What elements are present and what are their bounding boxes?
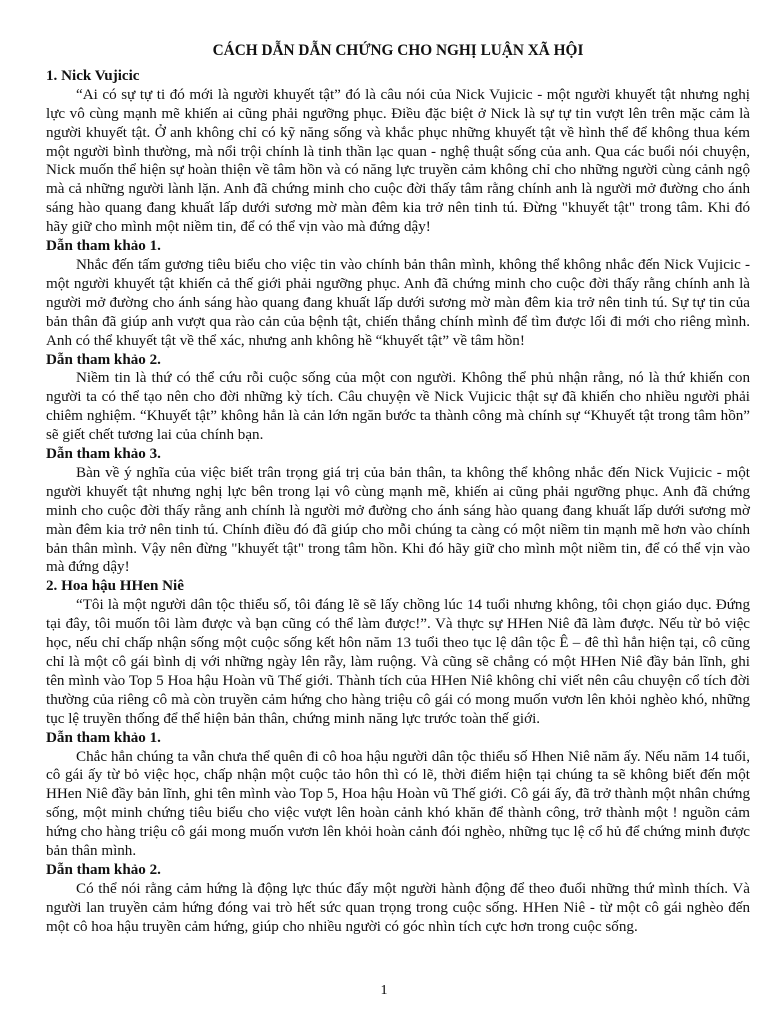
reference-heading: Dẫn tham khảo 2.	[46, 351, 161, 368]
section-heading: 2. Hoa hậu HHen Niê	[46, 578, 184, 595]
reference-paragraph: Nhắc đến tấm gương tiêu biểu cho việc tin vào chính bản thân mình, không thể không nhắc đến Nick Vujicic - một người khuyết tật khiến cả thế giới phải ngưỡng phục. Anh đã chứng minh cho cuộc đời thấy rằng chính anh là người mở đường cho ánh sáng hào quang đang khuất lấp dưới sương mờ màn đêm kia trở nên tinh tú. Sự tự tin của bản thân đã giúp anh vượt qua rào cản của bệnh tật, chiến thắng chính mình để tìm được lối đi mới cho riêng mình. Anh có thể khuyết tật về thể xác, nhưng anh không hề “khuyết tật” về tâm hồn!	[46, 256, 750, 349]
section-intro-paragraph: “Tôi là một người dân tộc thiểu số, tôi đáng lẽ sẽ lấy chồng lúc 14 tuổi nhưng không, tôi chọn giáo dục. Đứng tại đây, tôi muốn tôi làm được và bạn cũng có thể làm được!”. Và thực sự HHen Niê đã làm được. Nếu từ bỏ việc học, nếu chỉ chấp nhận sống một cuộc sống kết hôn năm 13 tuổi theo tục lệ dân tộc Ê – đê thì hẳn hiện tại, cô cũng chỉ là một cô gái bình dị với những ngày lên rẫy, làm ruộng. Và cũng sẽ chẳng có một HHen Niê đầy bản lĩnh, ghi tên mình vào Top 5 Hoa hậu Hoàn vũ Thế giới. Thành tích của HHen Niê không chỉ viết nên câu chuyện cổ tích đời thường của riêng cô mà còn truyền cảm hứng cho hàng triệu cô gái có mong muốn vươn lên khỏi nghèo khó, những tục lệ truyền thống để thể hiện bản thân, chứng minh năng lực trước toàn thế giới.	[46, 597, 750, 727]
section-hhen-nie	[46, 577, 750, 936]
section-nick-vujicic	[46, 67, 750, 577]
reference-heading: Dẫn tham khảo 2.	[46, 861, 161, 878]
reference-heading: Dẫn tham khảo 1.	[46, 238, 161, 255]
page-number: 1	[380, 983, 388, 998]
reference-paragraph: Có thể nói rằng cảm hứng là động lực thúc đẩy một người hành động để theo đuổi những thứ mình thích. Và người lan truyền cảm hứng đóng vai trò hết sức quan trọng trong cuộc sống. HHen Niê - từ một cô gái nghèo đến một cô hoa hậu truyền cảm hứng, giúp cho nhiều người có góc nhìn tích cực hơn trong cuộc sống.	[46, 880, 750, 935]
document-title: CÁCH DẪN DẪN CHỨNG CHO NGHỊ LUẬN XÃ HỘI	[212, 42, 584, 59]
reference-paragraph: Niềm tin là thứ có thể cứu rỗi cuộc sống của một con người. Không thể phủ nhận rằng, nó là thứ khiến con người ta có thể tạo nên cho đời những kỳ tích. Câu chuyện về Nick Vujicic thật sự đã khiến cho nhiều người phải chiêm nghiệm. “Khuyết tật” không hẳn là cản lớn ngăn bước ta thành công mà chính sự “Khuyết tật trong tâm hồn” sẽ giết chết tương lai của chính bạn.	[46, 370, 750, 444]
reference-paragraph: Chắc hẳn chúng ta vẫn chưa thể quên đi cô hoa hậu người dân tộc thiểu số Hhen Niê năm ấy. Nếu năm 14 tuổi, cô gái ấy từ bỏ việc học, chấp nhận một cuộc tảo hôn thì có lẽ, thời điểm hiện tại chúng ta sẽ không biết đến một HHen Niê đầy bản lĩnh, ghi tên mình vào Top 5, Hoa hậu Hoàn vũ Thế giới. Cô gái ấy, đã trở thành một nhân chứng sống, một minh chứng tiêu biểu cho việc vượt lên hoàn cảnh khó khăn để thành công, trở thành một ! nguồn cảm hứng cho hàng triệu cô gái mong muốn vươn lên khỏi hoàn cảnh đói nghèo, những tục lệ cổ hủ để chứng minh được bản thân mình.	[46, 748, 750, 860]
reference-paragraph: Bàn về ý nghĩa của việc biết trân trọng giá trị của bản thân, ta không thể không nhắc đến Nick Vujicic - một người khuyết tật nhưng nghị lực bên trong lại vô cùng mạnh mẽ, khiến ai cũng phải ngưỡng phục. Anh đã chứng minh cho cuộc đời thấy rằng anh chính là người mở đường cho ánh sáng hào quang đang khuất lấp dưới sương mờ màn đêm kia trở nên tinh tú. Chính điều đó đã giúp cho mỗi chúng ta càng có một niềm tin mạnh mẽ hơn vào chính bản thân mình. Vậy nên đừng "khuyết tật" trong tâm hồn. Khi đó hãy giữ cho mình một niềm tin, để có thể vịn vào mà đứng dậy!	[46, 464, 750, 576]
reference-heading: Dẫn tham khảo 3.	[46, 446, 161, 463]
section-intro-paragraph: “Ai có sự tự ti đó mới là người khuyết tật” đó là câu nói của Nick Vujicic - một người khuyết tật nhưng nghị lực vô cùng mạnh mẽ khiến ai cũng phải ngưỡng phục. Điều đặc biệt ở Nick là sự tự tin vượt lên trên mặc cảm là người khuyết tật. Ở anh không chỉ có kỹ năng sống và khắc phục những khuyết tật về hình thể để không thua kém một người bình thường, mà nổi trội chính là tinh thần lạc quan - nghệ thuật sống của anh. Qua các buổi nói chuyện, Nick muốn thể hiện sự hoàn thiện về tâm hồn và có năng lực truyền cảm không chỉ cho những người cùng cảnh ngộ mà cả những người lành lặn. Anh đã chứng minh cho cuộc đời thấy tâm rằng chính anh là người mở đường cho ánh sáng hào quang đang khuất lấp dưới sương mờ màn đêm kia trở nên tinh tú. Đừng "khuyết tật" trong tâm. Khi đó hãy giữ cho mình một niềm tin, để có thể vịn vào mà đứng dậy!	[46, 86, 750, 236]
reference-heading: Dẫn tham khảo 1.	[46, 729, 161, 746]
section-heading: 1. Nick Vujicic	[46, 67, 140, 84]
